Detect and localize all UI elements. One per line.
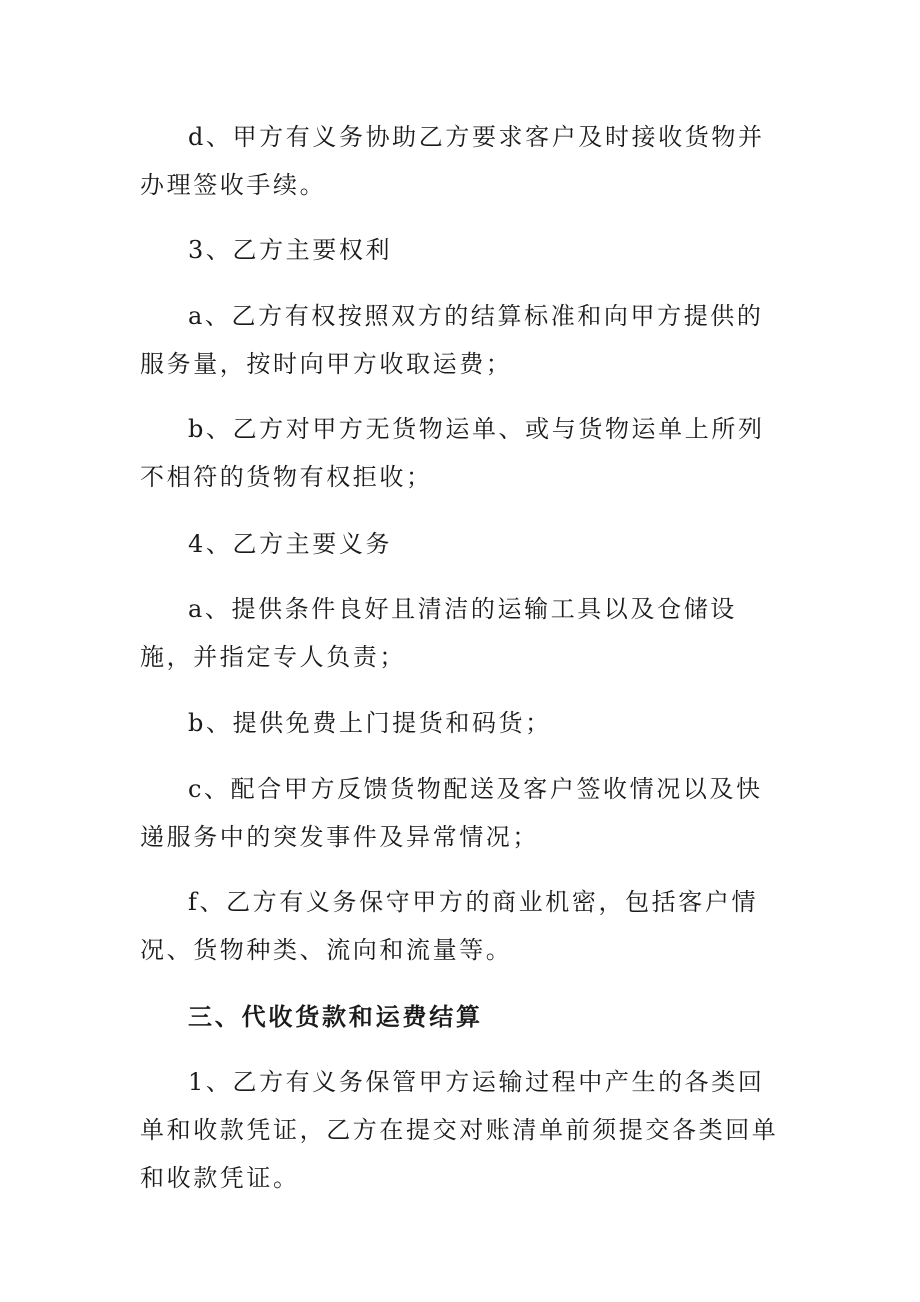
subheading-party-b-obligations: 4、乙方主要义务 [188, 530, 393, 558]
paragraph-obligations-a: a、提供条件良好且清洁的运输工具以及仓储设施，并指定专人负责； [140, 595, 737, 671]
paragraph-settlement-1: 1、乙方有义务保管甲方运输过程中产生的各类回单和收款凭证，乙方在提交对账清单前须提交各类回单和收款凭证。 [140, 1068, 779, 1192]
paragraph-obligations-f: f、乙方有义务保守甲方的商业机密，包括客户情况、货物种类、流向和流量等。 [140, 888, 759, 964]
paragraph-rights-b: b、乙方对甲方无货物运单、或与货物运单上所列不相符的货物有权拒收； [140, 415, 765, 491]
paragraph-rights-a: a、乙方有权按照双方的结算标准和向甲方提供的服务量，按时向甲方收取运费； [140, 302, 764, 378]
paragraph-obligations-c: c、配合甲方反馈货物配送及客户签收情况以及快递服务中的突发事件及异常情况； [140, 775, 763, 851]
section-heading-collection-settlement: 三、代收货款和运费结算 [188, 1003, 483, 1031]
subheading-party-b-rights: 3、乙方主要权利 [188, 236, 393, 264]
paragraph-obligations-b: b、提供免费上门提货和码货； [188, 709, 552, 737]
paragraph-obligation-d: d、甲方有义务协助乙方要求客户及时接收货物并办理签收手续。 [140, 123, 765, 199]
